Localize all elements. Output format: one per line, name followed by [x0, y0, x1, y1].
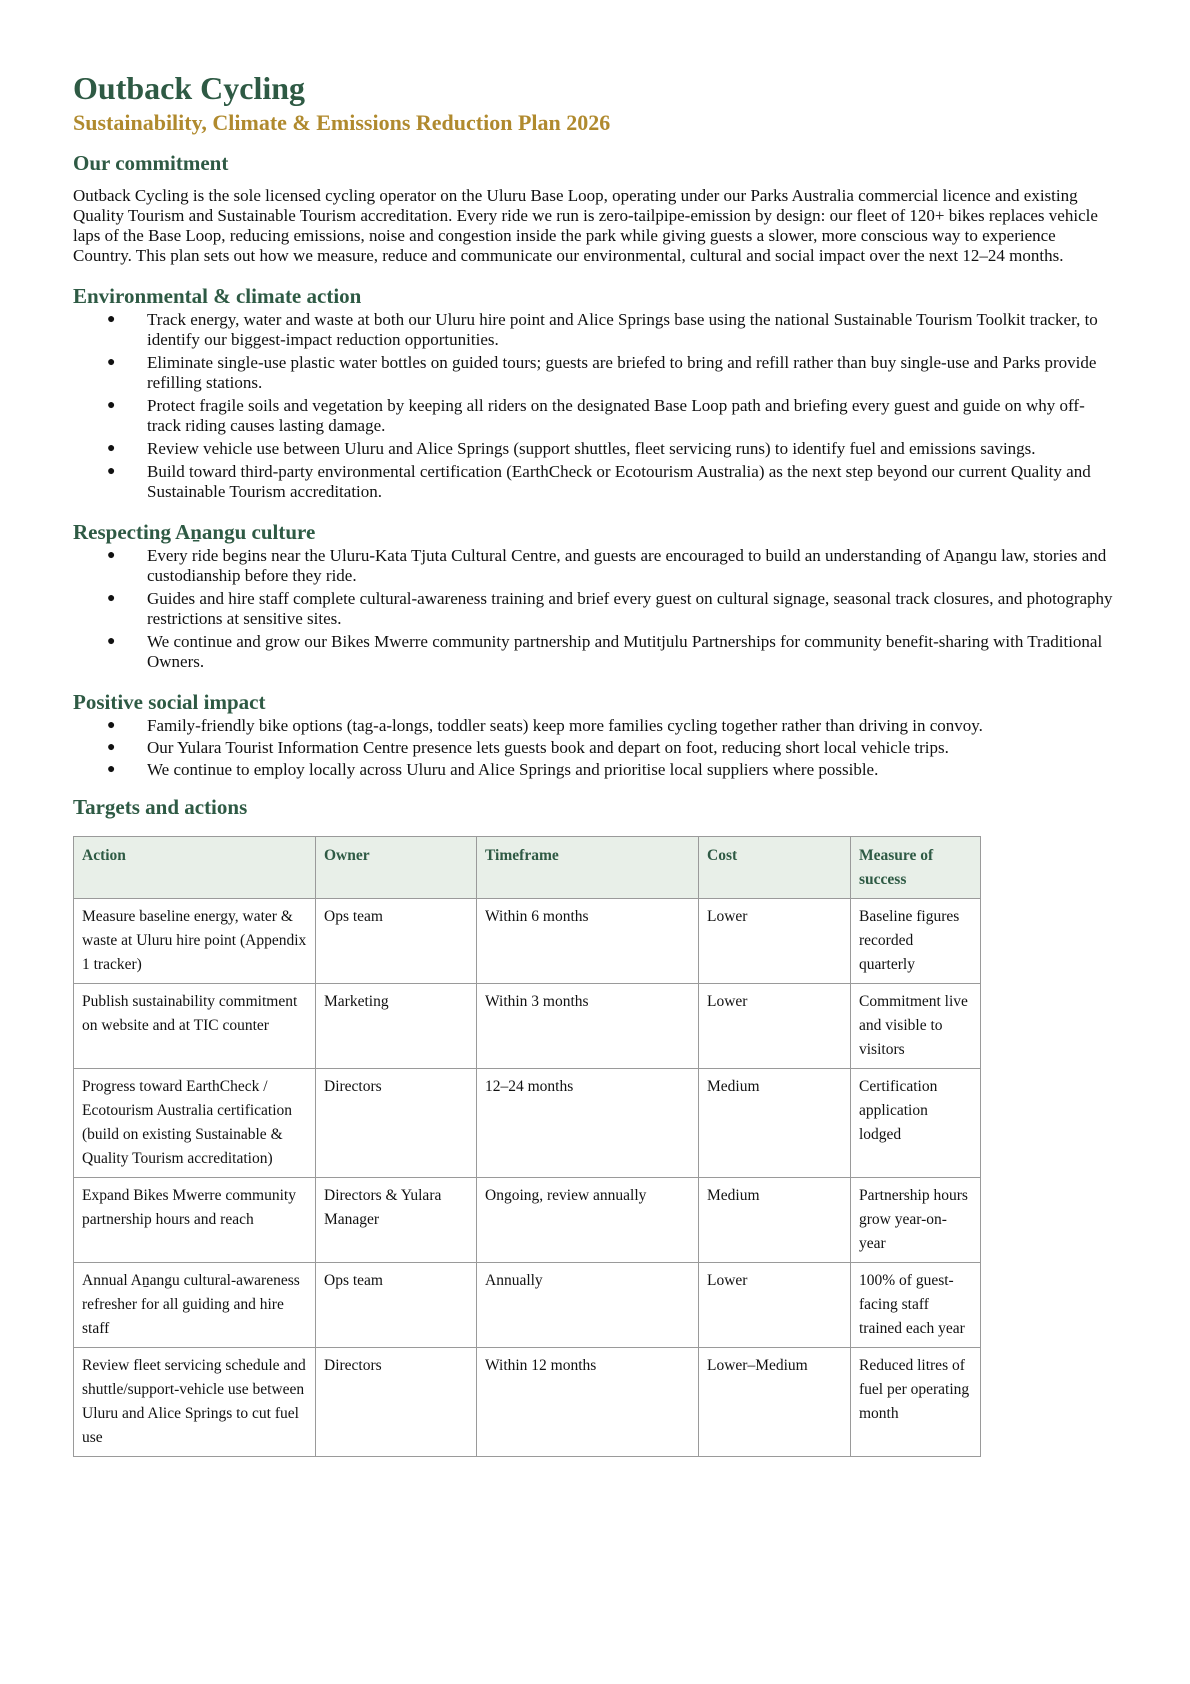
cell-cost: Lower: [699, 1263, 851, 1348]
section-heading-environmental: Environmental & climate action: [73, 284, 362, 308]
list-item: ● Protect fragile soils and vegetation by keeping all riders on the designated Base Loop path and briefing every guest and guide on why off-track riding causes lasting damage.: [107, 396, 1085, 435]
bullet-icon: ●: [107, 464, 116, 479]
targets-table: [73, 836, 981, 1457]
cell-measure: 100% of guest-facing staff trained each year: [851, 1263, 981, 1348]
column-header-measure: Measure of success: [851, 837, 981, 899]
cell-cost: Lower: [699, 899, 851, 984]
cell-measure: Partnership hours grow year-on-year: [851, 1178, 981, 1263]
commitment-paragraph: Outback Cycling is the sole licensed cycling operator on the Uluru Base Loop, operating under our Parks Australia commercial licence and existing Quality Tourism and Sustainable Tourism accreditation. Every ride we run is zero-tailpipe-emission by design: our fleet of 120+ bikes replaces vehicle laps of the Base Loop, reducing emissions, noise and congestion inside the park while giving guests a slower, more conscious way to experience Country. This plan sets out how we measure, reduce and communicate our environmental, cultural and social impact over the next 12–24 months.: [73, 186, 1098, 265]
table-row: [74, 984, 981, 1069]
cell-owner: Marketing: [316, 984, 477, 1069]
bullet-icon: ●: [107, 548, 116, 563]
document-subtitle: Sustainability, Climate & Emissions Reduction Plan 2026: [73, 110, 611, 135]
table-header-row: [74, 837, 981, 899]
document-title: Outback Cycling: [73, 70, 306, 106]
column-header-cost: Cost: [699, 837, 851, 899]
section-heading-commitment: Our commitment: [73, 151, 229, 175]
cell-action: Measure baseline energy, water & waste at Uluru hire point (Appendix 1 tracker): [74, 899, 316, 984]
cell-timeframe: Within 6 months: [477, 899, 699, 984]
bullet-icon: ●: [107, 398, 116, 413]
column-header-action: Action: [74, 837, 316, 899]
bullet-icon: ●: [107, 355, 116, 370]
bullet-icon: ●: [107, 762, 116, 777]
cell-owner: Directors & Yulara Manager: [316, 1178, 477, 1263]
cell-timeframe: Within 12 months: [477, 1348, 699, 1457]
table-row: [74, 899, 981, 984]
cell-owner: Directors: [316, 1348, 477, 1457]
list-item: ● Guides and hire staff complete cultural-awareness training and brief every guest on cultural signage, seasonal track closures, and photography restrictions at sensitive sites.: [107, 589, 1113, 628]
cell-cost: Medium: [699, 1178, 851, 1263]
table-row: [74, 1178, 981, 1263]
cell-measure: Certification application lodged: [851, 1069, 981, 1178]
cell-timeframe: Annually: [477, 1263, 699, 1348]
cell-owner: Ops team: [316, 1263, 477, 1348]
section-heading-targets: Targets and actions: [73, 795, 248, 819]
cell-measure: Commitment live and visible to visitors: [851, 984, 981, 1069]
cell-action: Annual Aṉangu cultural-awareness refresher for all guiding and hire staff: [74, 1263, 316, 1348]
column-header-owner: Owner: [316, 837, 477, 899]
list-item: ● Track energy, water and waste at both our Uluru hire point and Alice Springs base using the national Sustainable Tourism Toolkit tracker, to identify our biggest-impact reduction opportunities.: [107, 310, 1098, 349]
social-list: [73, 716, 1118, 780]
list-item: ● Build toward third-party environmental certification (EarthCheck or Ecotourism Australia) as the next step beyond our current Quality and Sustainable Tourism accreditation.: [107, 462, 1091, 501]
cell-measure: Baseline figures recorded quarterly: [851, 899, 981, 984]
bullet-icon: ●: [107, 718, 116, 733]
cell-action: Publish sustainability commitment on website and at TIC counter: [74, 984, 316, 1069]
culture-list: [73, 546, 1118, 672]
bullet-icon: ●: [107, 591, 116, 606]
table-row: [74, 1069, 981, 1178]
cell-owner: Directors: [316, 1069, 477, 1178]
section-heading-social: Positive social impact: [73, 690, 266, 714]
cell-cost: Medium: [699, 1069, 851, 1178]
list-item: ● Every ride begins near the Uluru-Kata Tjuta Cultural Centre, and guests are encouraged to build an understanding of Aṉangu law, stories and custodianship before they ride.: [107, 546, 1107, 585]
cell-timeframe: Within 3 months: [477, 984, 699, 1069]
cell-action: Progress toward EarthCheck / Ecotourism Australia certification (build on existing Sustainable & Quality Tourism accreditation): [74, 1069, 316, 1178]
section-heading-culture: Respecting Aṉangu culture: [73, 520, 316, 544]
bullet-icon: ●: [107, 441, 116, 456]
cell-action: Expand Bikes Mwerre community partnership hours and reach: [74, 1178, 316, 1263]
environmental-list: [73, 310, 1118, 502]
cell-owner: Ops team: [316, 899, 477, 984]
cell-action: Review fleet servicing schedule and shuttle/support-vehicle use between Uluru and Alice Springs to cut fuel use: [74, 1348, 316, 1457]
bullet-icon: ●: [107, 740, 116, 755]
cell-cost: Lower: [699, 984, 851, 1069]
cell-timeframe: Ongoing, review annually: [477, 1178, 699, 1263]
cell-measure: Reduced litres of fuel per operating month: [851, 1348, 981, 1457]
cell-cost: Lower–Medium: [699, 1348, 851, 1457]
cell-timeframe: 12–24 months: [477, 1069, 699, 1178]
table-row: [74, 1263, 981, 1348]
table-row: [74, 1348, 981, 1457]
column-header-timeframe: Timeframe: [477, 837, 699, 899]
list-item: ● We continue and grow our Bikes Mwerre community partnership and Mutitjulu Partnerships for community benefit-sharing with Traditional Owners.: [107, 632, 1103, 671]
list-item: ● Review vehicle use between Uluru and Alice Springs (support shuttles, fleet servicing runs) to identify fuel and emissions savings.: [107, 439, 1036, 458]
document-page: [73, 70, 1118, 1457]
list-item: ● Our Yulara Tourist Information Centre presence lets guests book and depart on foot, reducing short local vehicle trips.: [107, 738, 949, 757]
list-item: ● Family-friendly bike options (tag-a-longs, toddler seats) keep more families cycling together rather than driving in convoy.: [107, 716, 983, 735]
bullet-icon: ●: [107, 634, 116, 649]
bullet-icon: ●: [107, 312, 116, 327]
list-item: ● We continue to employ locally across Uluru and Alice Springs and prioritise local suppliers where possible.: [107, 760, 879, 779]
list-item: ● Eliminate single-use plastic water bottles on guided tours; guests are briefed to bring and refill rather than buy single-use and Parks provide refilling stations.: [107, 353, 1097, 392]
